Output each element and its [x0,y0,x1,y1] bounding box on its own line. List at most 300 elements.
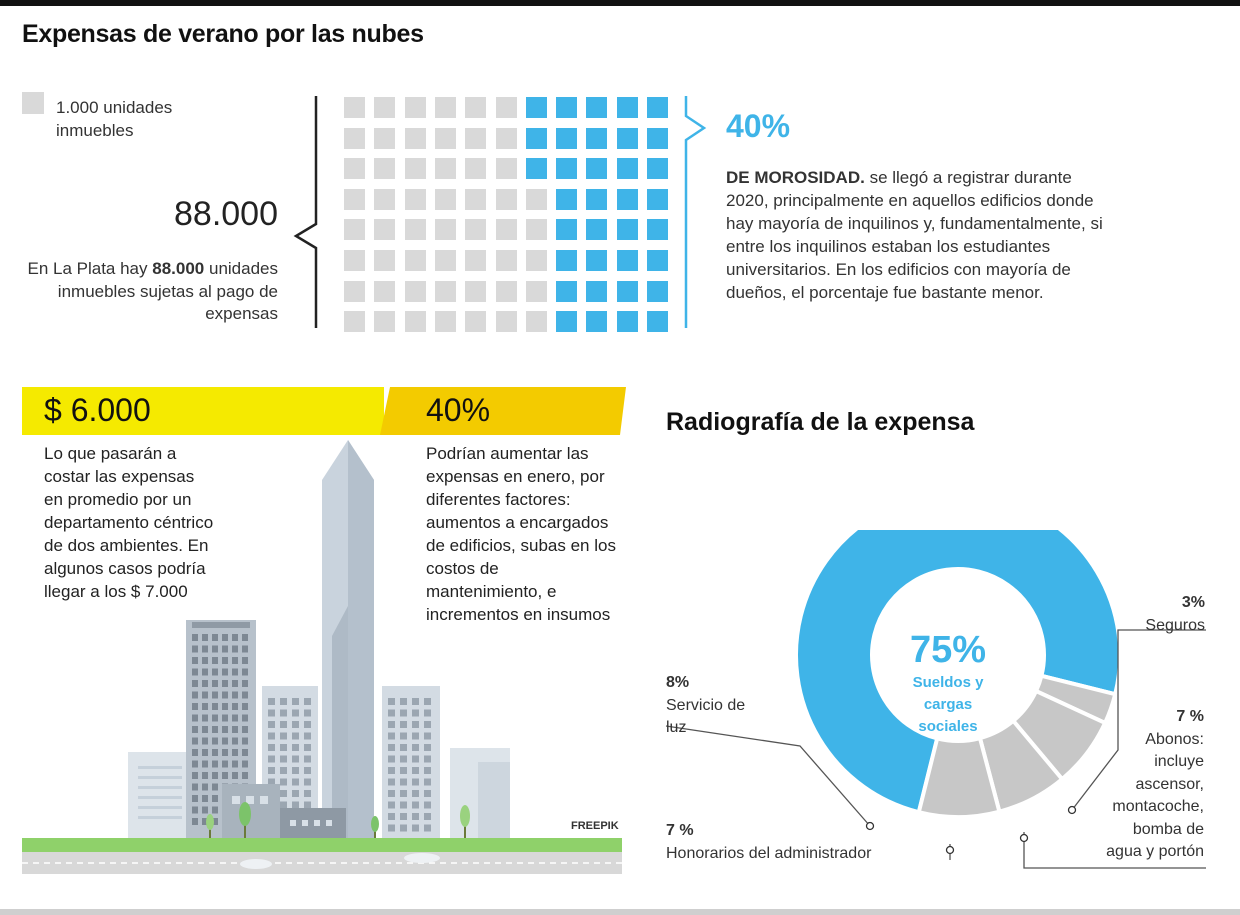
building-window [212,772,218,779]
illustration-credit: FREEPIK [571,820,619,832]
building-window [388,733,395,740]
building-window [202,703,208,710]
building-window [412,756,419,763]
waffle-cell [647,128,668,149]
building-window [388,744,395,751]
building-window [242,772,248,779]
building-window [280,756,287,763]
building-window [268,698,275,705]
waffle-cell [586,281,607,302]
waffle-cell [586,128,607,149]
building-window [202,784,208,791]
building-window [202,634,208,641]
building-window [280,790,287,797]
waffle-cell [374,97,395,118]
building-window [304,802,311,809]
waffle-cell [374,189,395,210]
building-window [400,790,407,797]
building-window [242,726,248,733]
waffle-cell [647,158,668,179]
morosidad-description [726,166,1106,304]
building-window [212,680,218,687]
building-window [412,710,419,717]
waffle-cell [526,219,547,240]
building-window [222,761,228,768]
waffle-cell [374,250,395,271]
building-window [412,779,419,786]
building-window [222,669,228,676]
waffle-cell [465,189,486,210]
waffle-cell [344,158,365,179]
building-window [212,726,218,733]
building-window [222,749,228,756]
label-seguros-pct: 3% [1181,594,1205,611]
waffle-cell [586,158,607,179]
building-window [242,749,248,756]
building-window [388,721,395,728]
building-window [424,698,431,705]
label-seguros-text: Seguros [1145,616,1205,634]
building-window [400,813,407,820]
waffle-cell [556,219,577,240]
building-window [304,790,311,797]
building-window [202,726,208,733]
units-desc-suffix: unidades inmuebles sujetas al pago de expensas [57,259,278,323]
waffle-cell [647,219,668,240]
waffle-cell [405,189,426,210]
waffle-cell [526,281,547,302]
building-window [202,680,208,687]
waffle-cell [435,128,456,149]
building-window [400,733,407,740]
building-window [280,779,287,786]
building-window [388,802,395,809]
morosidad-value: 40% [726,108,791,144]
label-abonos-text: Abonos: incluye ascensor, montacoche, bomba de agua y portón [1106,730,1204,860]
building-window [412,790,419,797]
price-value: $ 6.000 [44,392,151,428]
building-window [424,756,431,763]
building-window [304,710,311,717]
building-window [304,721,311,728]
waffle-grid [344,97,668,329]
building-window [388,767,395,774]
building-window [212,784,218,791]
waffle-cell [617,250,638,271]
building-window [242,715,248,722]
building-window [388,790,395,797]
waffle-cell [556,158,577,179]
waffle-cell [374,311,395,332]
waffle-cell [617,311,638,332]
waffle-cell [465,281,486,302]
waffle-cell [435,189,456,210]
building-window [292,710,299,717]
total-units-value: 88.000 [174,195,278,233]
morosidad-text: se llegó a registrar durante 2020, principalmente en aquellos edificios donde hay mayoría de inquilinos y, fundamentalmente, si entre los inquilinos estaban los estudiantes universitarios. En los edificios con mayoría de dueños, el porcentaje fue bastante menor. [726,168,1103,302]
right-bracket [680,94,720,330]
building-window [400,744,407,751]
building-window [222,680,228,687]
waffle-cell [465,97,486,118]
donut-title: Radiografía de la expensa [666,408,975,436]
leader-honorarios-dot [947,847,954,854]
building-window [242,634,248,641]
building-window [232,657,238,664]
waffle-cell [435,281,456,302]
building-window [242,646,248,653]
waffle-cell [435,250,456,271]
building-window [212,634,218,641]
building-window [242,738,248,745]
building-window [212,703,218,710]
building-window [222,726,228,733]
building-window [212,715,218,722]
building-window [412,825,419,832]
building-window [292,767,299,774]
waffle-cell [344,128,365,149]
waffle-cell [586,219,607,240]
building-window [232,726,238,733]
waffle-cell [556,189,577,210]
waffle-cell [344,250,365,271]
building-window [292,698,299,705]
building-window [400,825,407,832]
building-window [280,744,287,751]
building-window [222,772,228,779]
building-window [192,784,198,791]
building-window [424,802,431,809]
building-window [202,772,208,779]
morosidad-bold: DE MOROSIDAD. [726,168,865,187]
waffle-cell [496,281,517,302]
building-window [280,767,287,774]
waffle-cell [617,158,638,179]
label-honorarios [666,820,926,865]
building-window [412,721,419,728]
building-window [222,692,228,699]
waffle-cell [344,219,365,240]
building-window [400,710,407,717]
waffle-cell [344,97,365,118]
total-units-description [22,258,278,326]
building-window [424,779,431,786]
waffle-cell [526,128,547,149]
waffle-cell [496,311,517,332]
building-window [424,733,431,740]
building-window [202,657,208,664]
building-window [400,721,407,728]
left-bracket [290,94,330,330]
building-window [192,715,198,722]
waffle-cell [405,128,426,149]
building-window [212,749,218,756]
donut-center [878,630,1018,738]
building-window [192,692,198,699]
waffle-cell [435,311,456,332]
building-window [242,669,248,676]
building-window [388,813,395,820]
waffle-cell [526,250,547,271]
label-abonos-pct: 7 % [1176,708,1204,725]
building-window [232,715,238,722]
waffle-cell [435,158,456,179]
building-window [212,646,218,653]
label-honorarios-pct: 7 % [666,822,694,839]
waffle-cell [617,189,638,210]
building-window [424,790,431,797]
donut-center-label: Sueldos y cargas sociales [912,674,984,735]
waffle-cell [405,250,426,271]
building-window [192,646,198,653]
waffle-cell [374,158,395,179]
waffle-cell [556,128,577,149]
waffle-cell [496,97,517,118]
building-window [400,698,407,705]
label-luz-pct: 8% [666,674,690,691]
waffle-cell [556,281,577,302]
leader-seguros-dot [1069,807,1076,814]
building-window [388,779,395,786]
building-window [292,744,299,751]
building-window [242,761,248,768]
building-window [292,733,299,740]
building-window [412,733,419,740]
units-desc-bold: 88.000 [152,259,205,278]
building-window [202,692,208,699]
building-window [400,756,407,763]
waffle-cell [526,158,547,179]
waffle-cell [465,250,486,271]
building-window [304,744,311,751]
label-seguros [1100,592,1205,637]
waffle-cell [344,189,365,210]
building-window [242,692,248,699]
waffle-cell [526,311,547,332]
building-window [212,807,218,814]
waffle-cell [617,128,638,149]
building-window [268,767,275,774]
waffle-cell [617,219,638,240]
building-window [424,744,431,751]
building-window [202,738,208,745]
waffle-cell [526,189,547,210]
waffle-cell [374,219,395,240]
building-window [280,721,287,728]
building-window [212,657,218,664]
waffle-cell [496,250,517,271]
building-window [232,703,238,710]
building-window [212,692,218,699]
building-window [242,703,248,710]
building-window [232,761,238,768]
building-window [268,721,275,728]
building-window [202,807,208,814]
building-window [304,733,311,740]
building-window [222,738,228,745]
building-window [400,779,407,786]
label-luz-text: Servicio de luz [666,696,746,736]
building-window [192,726,198,733]
building-window [388,698,395,705]
building-window [212,761,218,768]
price-description: Lo que pasarán a costar las expensas en promedio por un departamento céntrico de dos ambientes. En algunos casos podría llegar a los $ 7.000 [44,444,214,601]
building-window [424,813,431,820]
building-window [292,790,299,797]
building-window [400,767,407,774]
building-window [412,698,419,705]
waffle-cell [435,219,456,240]
building-window [192,795,198,802]
waffle-cell [647,250,668,271]
waffle-cell [586,311,607,332]
building-window [232,738,238,745]
waffle-cell [405,158,426,179]
waffle-cell [586,189,607,210]
building-window [232,680,238,687]
waffle-cell [435,97,456,118]
waffle-cell [405,219,426,240]
waffle-cell [647,189,668,210]
building-window [192,749,198,756]
building-window [222,703,228,710]
building-window [304,779,311,786]
building-window [202,646,208,653]
building-window [242,657,248,664]
building-window [202,761,208,768]
building-window [212,795,218,802]
building-window [192,818,198,825]
building-window [232,692,238,699]
waffle-cell [344,281,365,302]
waffle-cell [617,97,638,118]
building-window [192,703,198,710]
waffle-cell [586,250,607,271]
building-window [242,680,248,687]
building-window [232,634,238,641]
leader-abonos-dot [1021,835,1028,842]
waffle-cell [405,97,426,118]
building-window [424,710,431,717]
bottom-border [0,909,1240,915]
building-window [388,710,395,717]
building-window [304,756,311,763]
building-window [232,749,238,756]
units-desc-prefix: En La Plata hay [27,259,148,278]
building-window [232,772,238,779]
building-window [202,715,208,722]
waffle-cell [647,281,668,302]
legend-label: 1.000 unidades inmuebles [56,98,173,140]
increase-description: Podrían aumentar las expensas en enero, por diferentes factores: aumentos a encargados de edificios, subas en los costos de mantenimiento, e incrementos en insumos [426,444,616,624]
building-window [388,825,395,832]
waffle-cell [647,311,668,332]
label-luz [666,672,746,740]
waffle-cell [586,97,607,118]
top-border [0,0,1240,6]
waffle-cell [526,97,547,118]
building-window [232,646,238,653]
waffle-cell [496,219,517,240]
building-window [202,669,208,676]
building-window [212,738,218,745]
waffle-cell [617,281,638,302]
waffle-cell [556,250,577,271]
increase-value: 40% [426,392,491,428]
waffle-cell [556,311,577,332]
building-window [304,767,311,774]
waffle-cell [465,158,486,179]
building-window [292,756,299,763]
building-window [222,657,228,664]
building-window [292,721,299,728]
building-window [280,710,287,717]
building-window [424,767,431,774]
building-window [192,807,198,814]
building-window [292,802,299,809]
increase-band [380,387,626,435]
building-window [202,795,208,802]
building-window [232,669,238,676]
building-window [304,698,311,705]
waffle-cell [556,97,577,118]
label-honorarios-text: Honorarios del administrador [666,844,872,862]
waffle-cell [374,281,395,302]
waffle-cell [496,189,517,210]
building-window [192,738,198,745]
waffle-cell [496,158,517,179]
page-title: Expensas de verano por las nubes [22,20,424,48]
building-window [222,634,228,641]
legend-swatch [22,92,44,114]
building-window [192,634,198,641]
waffle-cell [465,128,486,149]
building-window [400,802,407,809]
building-window [192,669,198,676]
building-window [412,767,419,774]
waffle-cell [496,128,517,149]
building-window [192,772,198,779]
building-window [268,733,275,740]
label-abonos [1098,706,1204,864]
building-window [192,657,198,664]
building-window [222,715,228,722]
building-window [202,749,208,756]
building-window [412,802,419,809]
building-window [292,779,299,786]
waffle-cell [344,311,365,332]
waffle-cell [405,311,426,332]
building-window [388,756,395,763]
building-window [212,669,218,676]
building-window [268,756,275,763]
building-window [268,710,275,717]
waffle-cell [405,281,426,302]
waffle-cell [465,219,486,240]
building-window [424,825,431,832]
building-window [192,680,198,687]
building-window [222,646,228,653]
building-window [268,744,275,751]
building-window [280,733,287,740]
waffle-cell [374,128,395,149]
building-window [424,721,431,728]
waffle-cell [465,311,486,332]
building-window [412,813,419,820]
building-window [280,698,287,705]
waffle-cell [647,97,668,118]
building-window [192,761,198,768]
